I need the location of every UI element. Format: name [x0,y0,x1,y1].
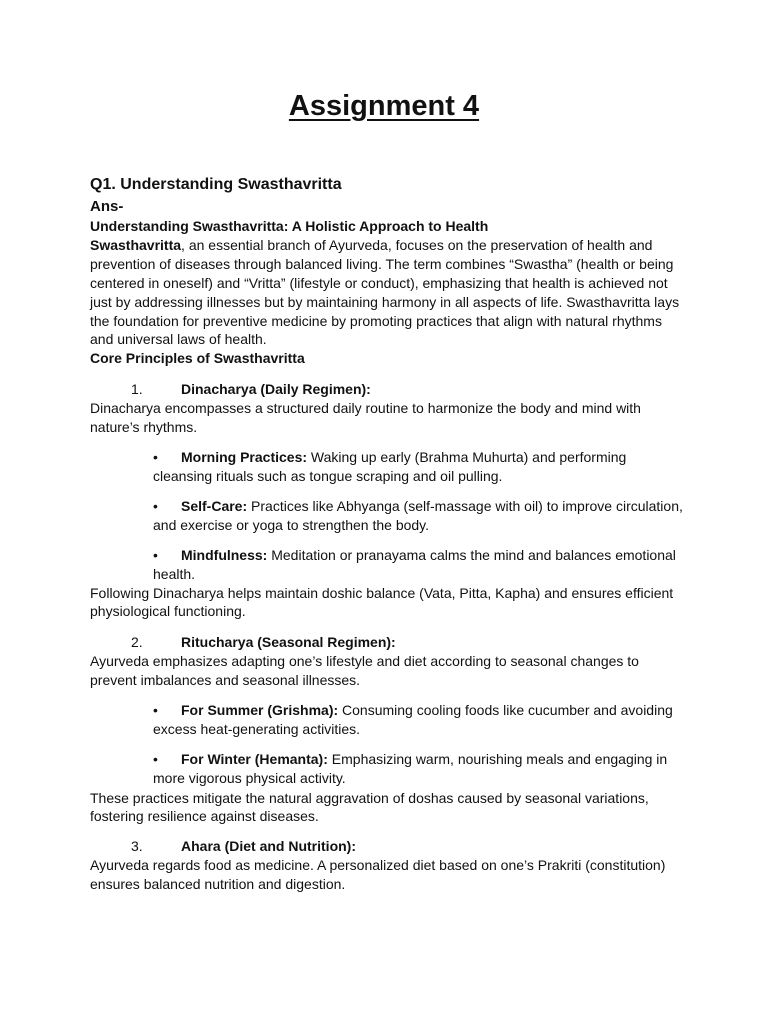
section-desc-line: Ayurveda regards food as medicine. A personalized diet based on one’s Prakriti (constitution) [90,857,666,873]
bullet-line [181,448,626,467]
bullet-line [181,701,673,720]
bullet-continuation: excess heat-generating activities. [153,721,360,737]
intro-line: prevention of diseases through balanced living. The term combines “Swastha” (health or being [90,256,674,272]
intro-line-1 [90,236,652,255]
section-heading: Dinacharya (Daily Regimen): [181,381,371,397]
section-desc-line: nature’s rhythms. [90,419,198,435]
intro-line: the foundation for preventive medicine by promoting practices that align with natural rhythms [90,313,662,329]
section-closing-line: Following Dinacharya helps maintain doshic balance (Vata, Pitta, Kapha) and ensures efficient [90,585,674,601]
section-heading: Ritucharya (Seasonal Regimen): [181,634,396,650]
section-number: 2. [131,634,143,650]
bullet-symbol: • [153,449,158,465]
bullet-label: Self-Care: [181,498,248,514]
bullet-continuation: health. [153,566,196,582]
bullet-label: Mindfulness: [181,547,268,563]
answer-label: Ans- [90,198,124,215]
section-closing-line: fostering resilience against diseases. [90,808,319,824]
section-closing-line: physiological functioning. [90,603,246,619]
bullet-continuation: more vigorous physical activity. [153,770,346,786]
bullet-line [181,497,683,516]
core-principles-heading: Core Principles of Swasthavritta [90,350,305,366]
section-heading: Ahara (Diet and Nutrition): [181,838,356,854]
document-title: Assignment 4 [288,90,480,122]
subheading: Understanding Swasthavritta: A Holistic Approach to Health [90,218,489,234]
intro-line: just by addressing illnesses but by maintaining harmony in all aspects of life. Swasthavritta lays [90,294,680,310]
section-number: 3. [131,838,143,854]
bullet-line [181,546,676,565]
bullet-label: Morning Practices: [181,449,308,465]
section-desc-line: Dinacharya encompasses a structured daily routine to harmonize the body and mind with [90,400,641,416]
bullet-continuation: cleansing rituals such as tongue scraping and oil pulling. [153,468,503,484]
section-number: 1. [131,381,143,397]
intro-line-1-rest: , an essential branch of Ayurveda, focuses on the preservation of health and [181,237,653,253]
bullet-label: For Summer (Grishma): [181,702,339,718]
section-closing-line: These practices mitigate the natural aggravation of doshas caused by seasonal variations, [90,790,649,806]
bullet-label: For Winter (Hemanta): [181,751,328,767]
bullet-text: Practices like Abhyanga (self-massage with oil) to improve circulation, [247,498,683,514]
bullet-text: Emphasizing warm, nourishing meals and engaging in [327,751,668,767]
bullet-symbol: • [153,498,158,514]
bullet-text: Meditation or pranayama calms the mind and balances emotional [267,547,676,563]
section-desc-line: prevent imbalances and seasonal illnesses. [90,672,361,688]
intro-bold-term: Swasthavritta [90,237,182,253]
bullet-symbol: • [153,702,158,718]
intro-line: centered in oneself) and “Vritta” (lifestyle or conduct), emphasizing that health is achieved not [90,275,668,291]
bullet-text: Waking up early (Brahma Muhurta) and performing [307,449,627,465]
question-heading: Q1. Understanding Swasthavritta [90,176,342,193]
intro-line: and universal laws of health. [90,331,267,347]
section-desc-line: Ayurveda emphasizes adapting one’s lifestyle and diet according to seasonal changes to [90,653,639,669]
section-desc-line: ensures balanced nutrition and digestion. [90,876,346,892]
bullet-text: Consuming cooling foods like cucumber and avoiding [338,702,673,718]
bullet-symbol: • [153,751,158,767]
bullet-line [181,750,667,769]
bullet-symbol: • [153,547,158,563]
bullet-continuation: and exercise or yoga to strengthen the body. [153,517,430,533]
